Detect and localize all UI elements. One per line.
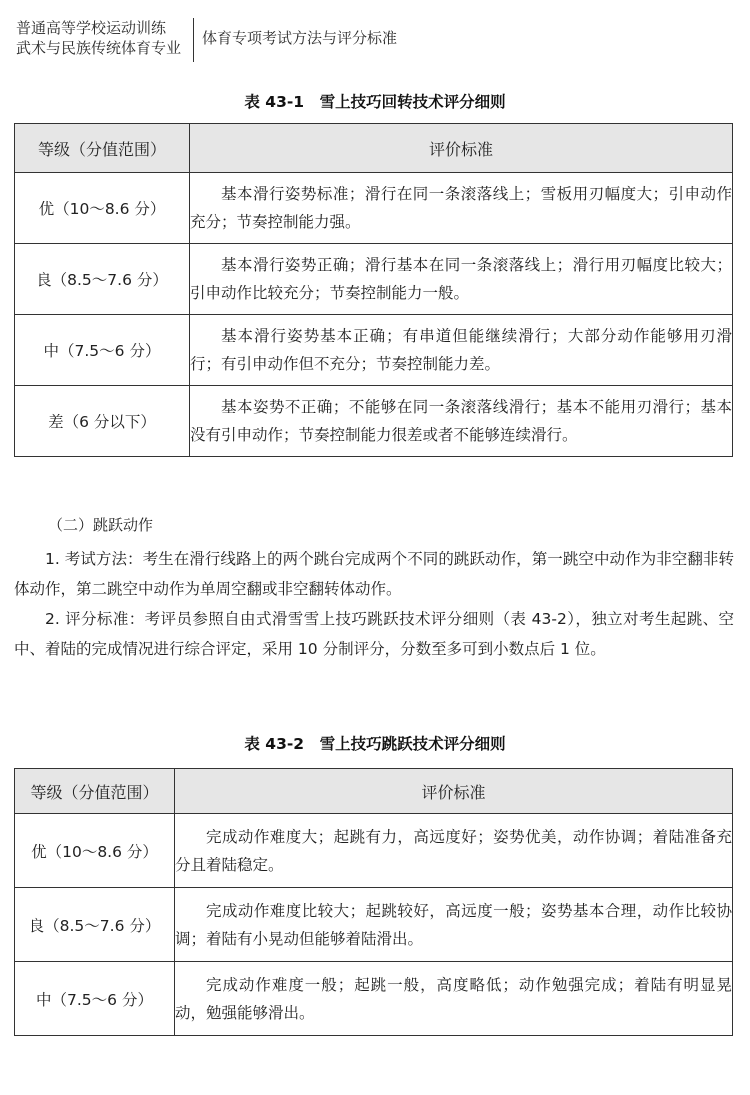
scoring-standard-paragraph: 2. 评分标准：考评员参照自由式滑雪雪上技巧跳跃技术评分细则（表 43-2），独立对考生起跳、空中、着陆的完成情况进行综合评定，采用 10 分制评分，分数至多可到小数点后 1 位。	[14, 610, 734, 658]
criteria-cell: 基本滑行姿势正确；滑行基本在同一条滚落线上；滑行用刃幅度比较大；引申动作比较充分；节奏控制能力一般。	[190, 244, 733, 315]
table-row	[15, 386, 733, 457]
grade-cell: 中（7.5～6 分）	[15, 315, 190, 386]
table1-caption: 表 43-1 雪上技巧回转技术评分细则	[244, 93, 506, 111]
exam-method-paragraph: 1. 考试方法：考生在滑行线路上的两个跳台完成两个不同的跳跃动作，第一跳空中动作为非空翻非转体动作，第二跳空中动作为单周空翻或非空翻转体动作。	[14, 550, 734, 598]
chapter-title: 体育专项考试方法与评分标准	[202, 29, 398, 47]
table-jump-criteria	[14, 768, 733, 1036]
criteria-cell: 基本滑行姿势基本正确；有串道但能继续滑行；大部分动作能够用刃滑行；有引申动作但不充分；节奏控制能力差。	[190, 315, 733, 386]
grade-cell: 良（8.5～7.6 分）	[15, 888, 175, 962]
grade-cell: 良（8.5～7.6 分）	[15, 244, 190, 315]
criteria-cell: 基本滑行姿势标准；滑行在同一条滚落线上；雪板用刃幅度大；引申动作充分；节奏控制能力强。	[190, 173, 733, 244]
book-title-line2: 武术与民族传统体育专业	[16, 39, 182, 57]
column-header-grade: 等级（分值范围）	[15, 769, 175, 814]
table-row	[15, 814, 733, 888]
table-header-row	[15, 124, 733, 173]
table-row	[15, 244, 733, 315]
book-title	[16, 18, 189, 58]
book-title-line1: 普通高等学校运动训练	[16, 19, 167, 37]
grade-cell: 优（10～8.6 分）	[15, 814, 175, 888]
table2-caption: 表 43-2 雪上技巧跳跃技术评分细则	[244, 735, 506, 753]
column-header-criteria: 评价标准	[190, 124, 733, 173]
grade-cell: 差（6 分以下）	[15, 386, 190, 457]
table-row	[15, 888, 733, 962]
table-header-row	[15, 769, 733, 814]
column-header-grade: 等级（分值范围）	[15, 124, 190, 173]
grade-cell: 优（10～8.6 分）	[15, 173, 190, 244]
criteria-cell: 完成动作难度大；起跳有力，高远度好；姿势优美，动作协调；着陆准备充分且着陆稳定。	[175, 814, 733, 888]
grade-cell: 中（7.5～6 分）	[15, 962, 175, 1036]
page-header	[16, 18, 397, 62]
table-row	[15, 173, 733, 244]
column-header-criteria: 评价标准	[175, 769, 733, 814]
criteria-cell: 基本姿势不正确；不能够在同一条滚落线滑行；基本不能用刃滑行；基本没有引申动作；节奏控制能力很差或者不能够连续滑行。	[190, 386, 733, 457]
table-row	[15, 315, 733, 386]
table-slalom-criteria	[14, 123, 733, 457]
criteria-cell: 完成动作难度一般；起跳一般，高度略低；动作勉强完成；着陆有明显晃动，勉强能够滑出。	[175, 962, 733, 1036]
criteria-cell: 完成动作难度比较大；起跳较好，高远度一般；姿势基本合理，动作比较协调；着陆有小晃动但能够着陆滑出。	[175, 888, 733, 962]
section-heading: （二）跳跃动作	[48, 516, 154, 534]
table-row	[15, 962, 733, 1036]
header-divider	[193, 18, 194, 62]
